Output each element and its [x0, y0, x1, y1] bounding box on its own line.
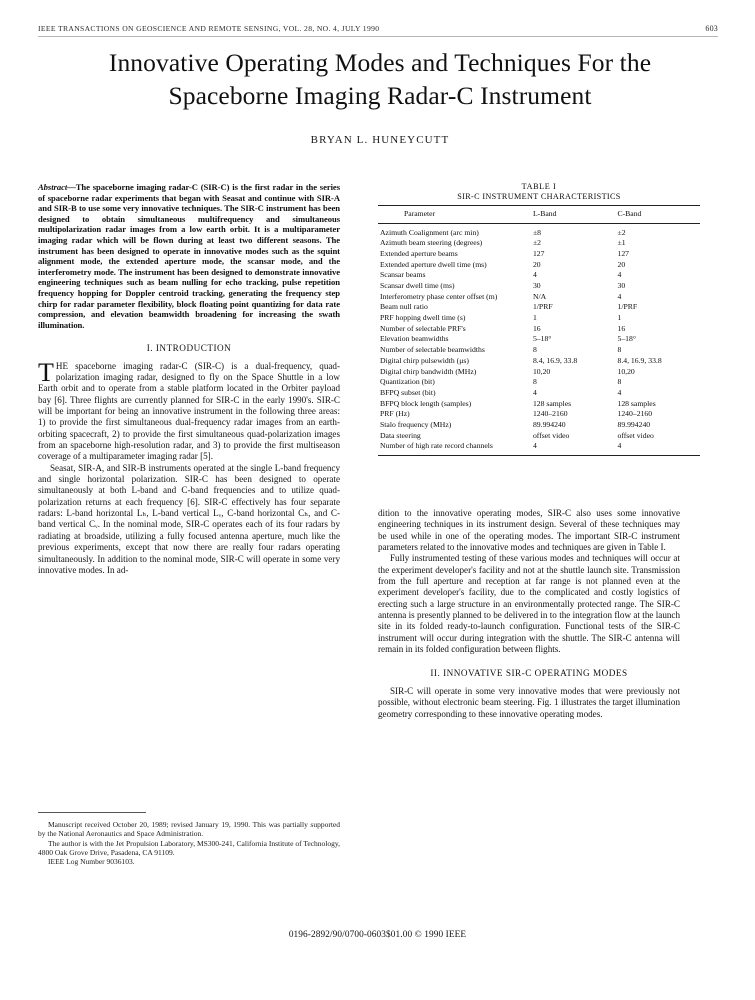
- table-body: [378, 223, 700, 455]
- cell-c-band: 10,20: [617, 366, 635, 376]
- cell-c-band: 8: [617, 345, 622, 355]
- paper-title-line-1: Innovative Operating Modes and Techniques For the: [108, 48, 652, 77]
- cell-l-band: 8: [532, 377, 537, 387]
- cell-parameter: Number of selectable PRF's: [380, 323, 466, 333]
- intro-paragraph-2: Seasat, SIR-A, and SIR-B instruments operated at the single L-band frequency and single horizontal polarization. SIR-C has been designed to operate simultaneously at both L-band and C-band frequencies and to utilize quad-polarization returns at each frequency [6]. SIR-C effectively has four separate radars: L-band horizontal Lₕ, L-band vertical Lᵥ, C-band horizontal Cₕ, and C-band vertical Cᵥ. In the nominal mode, SIR-C operates each of its four radars by radiating at broadside, utilizing a fully focused antenna aperture, much like the previous experiments, except that now there are really four radars operating simultaneously. In addition to the nominal mode, SIR-C will operate in some very innovative modes. In ad-: [38, 462, 340, 575]
- cell-c-band: 128 samples: [617, 398, 656, 408]
- cell-l-band: 1: [532, 313, 537, 323]
- cell-c-band: 89.994240: [617, 419, 651, 429]
- table-row: [378, 280, 700, 291]
- table-row: [378, 223, 700, 238]
- cell-parameter: Stalo frequency (MHz): [380, 419, 452, 429]
- cell-l-band: 1/PRF: [532, 302, 553, 312]
- cell-l-band: 4: [532, 441, 537, 451]
- title-block: [50, 46, 710, 146]
- table-row: [378, 345, 700, 356]
- cell-l-band: 89.994240: [532, 419, 566, 429]
- cell-l-band: 128 samples: [532, 398, 572, 408]
- cell-parameter: Extended aperture beams: [380, 248, 458, 258]
- table-row: [378, 270, 700, 281]
- cell-parameter: Data steering: [380, 430, 421, 440]
- table-row: [378, 323, 700, 334]
- abstract-block: [38, 182, 340, 330]
- table-row: [378, 248, 700, 259]
- cell-c-band: ±2: [617, 227, 626, 237]
- table-row: [378, 259, 700, 270]
- abstract-label: Abstract—: [38, 182, 76, 192]
- cell-parameter: Elevation beamwidths: [380, 334, 449, 344]
- table-row: [378, 238, 700, 249]
- cell-parameter: Extended aperture dwell time (ms): [380, 259, 487, 269]
- left-column: [38, 182, 340, 576]
- table-row: [378, 409, 700, 420]
- header-rule: [38, 36, 718, 37]
- table-row: [378, 377, 700, 388]
- cell-c-band: 16: [617, 323, 626, 333]
- footnote-manuscript-received: Manuscript received October 20, 1989; revised January 19, 1990. This was partially supported by the National Aeronautics and Space Administration.: [38, 820, 340, 839]
- cell-c-band: 1/PRF: [617, 302, 638, 312]
- abstract-text: The spaceborne imaging radar-C (SIR-C) is the first radar in the series of spaceborne radar experiments that began with Seasat and continue with SIR-A and SIR-B to use some very innovative techniques. The SIR-C instrument has been designed to obtain simultaneous multifrequency and simultaneous multipolarization radar images from a low earth orbit. It is a multiparameter imaging radar which will be flown during at least two different seasons. The instrument has been designed to operate in innovative modes such as the squint alignment mode, the extended aperture mode, the scansar mode, and the interferometry mode. The instrument has been designed to demonstrate innovative engineering techniques such as beam nulling for echo tracking, pulse repetition frequency hopping for Doppler centroid tracking, generating the frequency step chirp for radar parameter flexibility, block floating point quantizing for data rate compression, and elevation beamwidth broadening for increasing the swath illumination.: [38, 182, 340, 330]
- footnote-rule: [38, 812, 146, 813]
- cell-parameter: Beam null ratio: [380, 302, 428, 312]
- right-paragraph-1: dition to the innovative operating modes, SIR-C also uses some innovative engineering techniques in its instrument design. Several of these techniques may be used while in one of the operating modes. The important SIR-C instrument parameters related to the innovative modes and techniques are given in Table I.: [378, 508, 680, 553]
- table-row: [378, 398, 700, 409]
- cell-l-band: 127: [532, 248, 545, 258]
- cell-c-band: 4: [617, 387, 622, 397]
- sirc-characteristics-table: [378, 205, 700, 456]
- table-row: [378, 430, 700, 441]
- cell-l-band: 4: [532, 270, 537, 280]
- column-header-c-band: C-Band: [615, 206, 700, 224]
- cell-l-band: offset video: [532, 430, 570, 440]
- table-row: [378, 291, 700, 302]
- table-1-container: [378, 182, 700, 456]
- cell-parameter: Interferometry phase center offset (m): [380, 291, 498, 301]
- cell-c-band: 4: [617, 291, 622, 301]
- right-column: [378, 508, 680, 720]
- cell-c-band: 20: [617, 259, 626, 269]
- table-row: [378, 419, 700, 430]
- cell-l-band: 30: [532, 281, 541, 291]
- cell-c-band: 8.4, 16.9, 33.8: [617, 355, 662, 365]
- cell-c-band: 1240–2160: [617, 409, 653, 419]
- cell-parameter: Azimuth Coalignment (arc min): [380, 227, 479, 237]
- right-paragraph-2: Fully instrumented testing of these various modes and techniques will occur at the experiment developer's facility and not at the shuttle launch site. Transmission from the full aperture and reception at far range is not planned even at the experiment developer's facility, due to the complicated and costly logistics of erecting such a large structure in an environmentally protected range. The SIR-C antenna is presently planned to be delivered in to the integration flow at the launch site in its folded ready-to-launch configuration. Functional tests of the SIR-C instrument will occur during integration with the shuttle. The SIR-C antenna will remain in its folded configuration between flights.: [378, 553, 680, 655]
- table-head: [378, 206, 700, 224]
- cell-l-band: 16: [532, 323, 541, 333]
- table-row: [378, 334, 700, 345]
- cell-c-band: 4: [617, 441, 622, 451]
- cell-parameter: Azimuth beam steering (degrees): [380, 238, 483, 248]
- copyright-footer: 0196-2892/90/0700-0603$01.00 © 1990 IEEE: [288, 930, 467, 940]
- cell-c-band: 127: [617, 248, 629, 258]
- table-header-row: [378, 206, 700, 224]
- cell-l-band: N/A: [532, 291, 547, 301]
- cell-l-band: ±8: [532, 227, 542, 237]
- drop-cap: T: [38, 357, 54, 387]
- table-row: [378, 366, 700, 377]
- cell-parameter: PRF (Hz): [380, 409, 410, 419]
- author-name: BRYAN L. HUNEYCUTT: [310, 134, 450, 146]
- cell-l-band: 5–18°: [532, 334, 552, 344]
- cell-parameter: Scansar dwell time (ms): [380, 281, 455, 291]
- table-number: TABLE I: [521, 182, 557, 191]
- cell-c-band: ±1: [617, 238, 626, 248]
- cell-parameter: Quantization (bit): [380, 377, 435, 387]
- intro-paragraph-1: [38, 357, 340, 463]
- cell-l-band: 10,20: [532, 366, 551, 376]
- cell-l-band: 1240–2160: [532, 409, 568, 419]
- table-row: [378, 302, 700, 313]
- cell-l-band: 4: [532, 387, 537, 397]
- cell-c-band: offset video: [617, 430, 654, 440]
- running-head: [38, 24, 718, 33]
- section-heading-introduction: I. INTRODUCTION: [146, 343, 232, 354]
- cell-c-band: 8: [617, 377, 622, 387]
- cell-parameter: Scansar beams: [380, 270, 426, 280]
- intro-paragraph-1-text: HE spaceborne imaging radar-C (SIR-C) is a dual-frequency, quad-polarization imaging radar, designed to fly on the Space Shuttle in a low Earth orbit and to operate from a stable platform located in the Orbiter payload bay [6]. Three flights are currently planned for SIR-C in the early 1990's. SIR-C will be important for being an innovative instrument in the following three areas: 1) to provide the first simultaneous dual-frequency radar images from an earth-orbiting spacecraft, 2) to provide the first simultaneous quad-polarization images from an spaceborne high-resolution radar, and 3) to provide the first multiseason coverage of a multiparameter imaging radar [5].: [38, 360, 340, 462]
- cell-c-band: 30: [617, 281, 626, 291]
- table-row: [378, 387, 700, 398]
- column-header-parameter: Parameter: [378, 206, 531, 224]
- cell-l-band: 20: [532, 259, 541, 269]
- section-heading-operating-modes: II. INNOVATIVE SIR-C OPERATING MODES: [430, 668, 628, 679]
- cell-parameter: PRF hopping dwell time (s): [380, 313, 466, 323]
- cell-parameter: Number of selectable beamwidths: [380, 345, 485, 355]
- modes-paragraph-1: SIR-C will operate in some very innovative modes that were previously not possible, without electronic beam steering. Fig. 1 illustrates the target illumination geometry corresponding to these innovative operating modes.: [378, 685, 680, 719]
- cell-parameter: Number of high rate record channels: [380, 441, 493, 451]
- footnote-author-affiliation: The author is with the Jet Propulsion Laboratory, MS300-241, California Institute of Technology, 4800 Oak Grove Drive, Pasadena, CA 91109.: [38, 838, 340, 857]
- table-row: [378, 313, 700, 324]
- cell-parameter: BFPQ subset (bit): [380, 387, 436, 397]
- cell-parameter: BFPQ block length (samples): [380, 398, 472, 408]
- column-header-l-band: L-Band: [531, 206, 616, 224]
- cell-parameter: Digital chirp bandwidth (MHz): [380, 366, 477, 376]
- page-number: 603: [705, 24, 718, 33]
- cell-l-band: 8: [532, 345, 537, 355]
- table-caption: SIR-C INSTRUMENT CHARACTERISTICS: [457, 192, 621, 201]
- cell-l-band: 8.4, 16.9, 33.8: [532, 355, 578, 365]
- cell-parameter: Digital chirp pulsewidth (μs): [380, 355, 469, 365]
- journal-citation: IEEE TRANSACTIONS ON GEOSCIENCE AND REMOTE SENSING, VOL. 28, NO. 4, JULY 1990: [38, 24, 380, 33]
- footnote-log-number: IEEE Log Number 9036103.: [48, 857, 135, 867]
- cell-c-band: 1: [617, 313, 622, 323]
- cell-c-band: 5–18°: [617, 334, 636, 344]
- table-row: [378, 441, 700, 456]
- table-row: [378, 355, 700, 366]
- footnote-block: [38, 820, 340, 866]
- paper-title-line-2: Spaceborne Imaging Radar-C Instrument: [168, 81, 592, 110]
- cell-l-band: ±2: [532, 238, 542, 248]
- cell-c-band: 4: [617, 270, 622, 280]
